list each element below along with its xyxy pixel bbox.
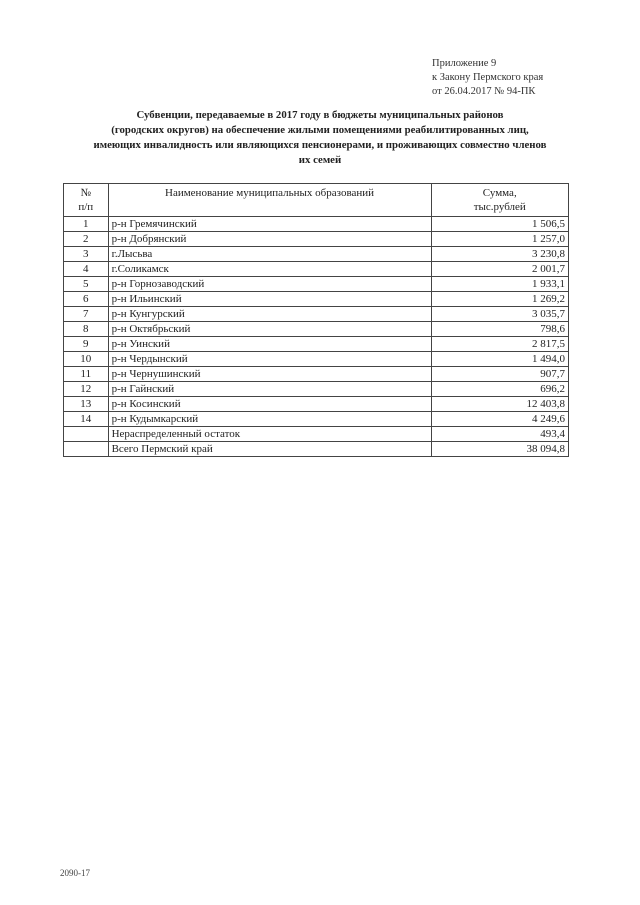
table-row xyxy=(64,262,569,277)
footer-code: 2090-17 xyxy=(60,868,90,878)
unallocated-row xyxy=(64,427,569,442)
header-number-abbr: п/п xyxy=(78,201,94,213)
row-number: 8 xyxy=(64,322,109,337)
row-amount: 2 817,5 xyxy=(431,337,569,352)
header-name: Наименование муниципальных образований xyxy=(108,184,431,217)
title-line-1: Субвенции, передаваемые в 2017 году в бюджеты муниципальных районов xyxy=(136,109,504,121)
header-number-symbol: № xyxy=(80,187,92,199)
table-row xyxy=(64,412,569,427)
table-row xyxy=(64,382,569,397)
row-amount: 1 506,5 xyxy=(431,217,569,232)
row-amount: 1 257,0 xyxy=(431,232,569,247)
row-amount: 1 269,2 xyxy=(431,292,569,307)
table-row xyxy=(64,322,569,337)
total-row xyxy=(64,442,569,457)
row-amount: 907,7 xyxy=(431,367,569,382)
row-municipality: р-н Уинский xyxy=(108,337,431,352)
row-municipality: Нераспределенный остаток xyxy=(108,427,431,442)
row-number: 11 xyxy=(64,367,109,382)
row-number: 4 xyxy=(64,262,109,277)
table-row xyxy=(64,277,569,292)
row-municipality: р-н Гайнский xyxy=(108,382,431,397)
header-number xyxy=(64,184,109,217)
row-municipality: р-н Чернушинский xyxy=(108,367,431,382)
header-sum xyxy=(431,184,569,217)
table-row xyxy=(64,337,569,352)
row-amount: 1 494,0 xyxy=(431,352,569,367)
appendix-law-ref: к Закону Пермского края xyxy=(432,72,544,83)
row-number: 5 xyxy=(64,277,109,292)
header-sum-unit: тыс.рублей xyxy=(473,201,526,213)
row-amount: 3 035,7 xyxy=(431,307,569,322)
title-line-2: (городских округов) на обеспечение жилыми помещениями реабилитированных лиц, xyxy=(111,124,529,136)
row-number: 2 xyxy=(64,232,109,247)
table-header-row xyxy=(64,184,569,217)
row-number: 10 xyxy=(64,352,109,367)
row-number: 14 xyxy=(64,412,109,427)
title-line-4: их семей xyxy=(298,154,342,166)
row-number xyxy=(64,442,109,457)
row-amount: 3 230,8 xyxy=(431,247,569,262)
subsidies-table xyxy=(63,183,569,457)
row-amount: 4 249,6 xyxy=(431,412,569,427)
row-municipality: Всего Пермский край xyxy=(108,442,431,457)
row-amount: 493,4 xyxy=(431,427,569,442)
row-municipality: г.Лысьва xyxy=(108,247,431,262)
header-sum-label: Сумма, xyxy=(482,187,517,199)
table-row xyxy=(64,217,569,232)
row-municipality: р-н Гремячинский xyxy=(108,217,431,232)
row-municipality: р-н Косинский xyxy=(108,397,431,412)
table-body xyxy=(64,217,569,457)
document-title xyxy=(60,108,580,168)
appendix-law-date: от 26.04.2017 № 94-ПК xyxy=(432,86,536,97)
table-row xyxy=(64,232,569,247)
row-amount: 696,2 xyxy=(431,382,569,397)
row-number: 1 xyxy=(64,217,109,232)
row-amount: 12 403,8 xyxy=(431,397,569,412)
row-amount: 38 094,8 xyxy=(431,442,569,457)
title-line-3: имеющих инвалидность или являющихся пенсионерами, и проживающих совместно членов xyxy=(93,139,547,151)
row-amount: 2 001,7 xyxy=(431,262,569,277)
appendix-number: Приложение 9 xyxy=(432,58,497,69)
row-number: 13 xyxy=(64,397,109,412)
row-number: 9 xyxy=(64,337,109,352)
row-number xyxy=(64,427,109,442)
row-municipality: р-н Ильинский xyxy=(108,292,431,307)
row-municipality: р-н Октябрьский xyxy=(108,322,431,337)
table-row xyxy=(64,367,569,382)
table-row xyxy=(64,292,569,307)
table-row xyxy=(64,397,569,412)
row-amount: 798,6 xyxy=(431,322,569,337)
row-municipality: р-н Добрянский xyxy=(108,232,431,247)
row-municipality: г.Соликамск xyxy=(108,262,431,277)
table-row xyxy=(64,247,569,262)
table-row xyxy=(64,307,569,322)
appendix-header xyxy=(432,57,543,99)
row-number: 3 xyxy=(64,247,109,262)
row-number: 12 xyxy=(64,382,109,397)
table-row xyxy=(64,352,569,367)
row-municipality: р-н Кунгурский xyxy=(108,307,431,322)
row-amount: 1 933,1 xyxy=(431,277,569,292)
row-municipality: р-н Горнозаводский xyxy=(108,277,431,292)
row-number: 7 xyxy=(64,307,109,322)
row-municipality: р-н Чердынский xyxy=(108,352,431,367)
row-number: 6 xyxy=(64,292,109,307)
row-municipality: р-н Кудымкарский xyxy=(108,412,431,427)
